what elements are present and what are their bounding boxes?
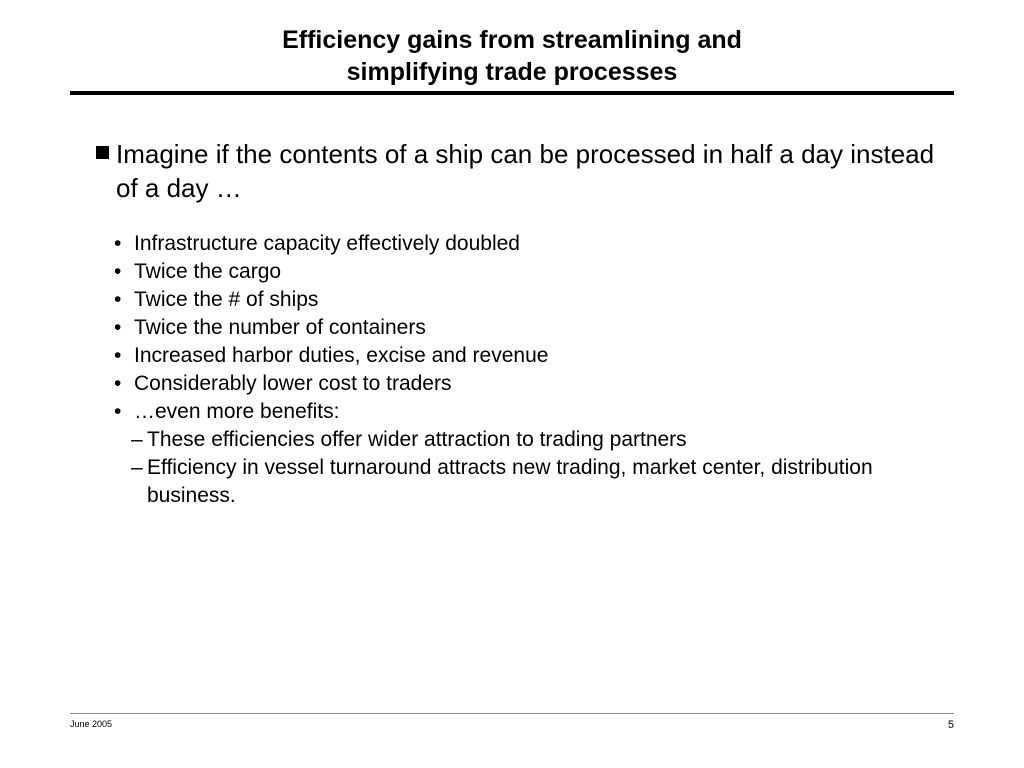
main-bullet-point xyxy=(96,137,936,205)
bullet-dot-icon: • xyxy=(114,288,122,311)
sub-bullet-text: Twice the cargo xyxy=(134,260,282,283)
bullet-dot-icon: • xyxy=(114,372,122,395)
sub-bullet-item xyxy=(114,342,934,370)
sub-bullet-text: Twice the number of containers xyxy=(134,316,426,339)
title-underline xyxy=(70,91,954,95)
slide-title xyxy=(70,24,954,88)
bullet-dot-icon: • xyxy=(114,260,122,283)
main-bullet-text: Imagine if the contents of a ship can be processed in half a day instead of a day … xyxy=(116,139,935,203)
sub-sub-bullet-text: Efficiency in vessel turnaround attracts new trading, market center, distribution business. xyxy=(147,456,873,507)
sub-bullet-item xyxy=(114,258,934,286)
slide-title-line-1: Efficiency gains from streamlining and xyxy=(282,26,742,54)
sub-bullet-item xyxy=(114,286,934,314)
footer-divider xyxy=(70,713,954,714)
footer-date: June 2005 xyxy=(70,719,113,729)
slide-title-line-2: simplifying trade processes xyxy=(346,58,678,86)
sub-bullet-list xyxy=(114,230,934,510)
bullet-dot-icon: • xyxy=(114,344,122,367)
sub-bullet-text: Twice the # of ships xyxy=(134,288,319,311)
sub-sub-bullet-text: These efficiencies offer wider attraction to trading partners xyxy=(147,428,687,451)
sub-bullet-item xyxy=(114,370,934,398)
sub-bullet-item xyxy=(114,230,934,258)
bullet-dot-icon: • xyxy=(114,232,122,255)
sub-bullet-text: Increased harbor duties, excise and revenue xyxy=(134,344,549,367)
sub-bullet-text: Considerably lower cost to traders xyxy=(134,372,452,395)
sub-sub-bullet-item xyxy=(131,454,934,510)
sub-bullet-text: …even more benefits: xyxy=(134,400,340,423)
sub-bullet-item xyxy=(114,398,934,510)
bullet-dot-icon: • xyxy=(114,316,122,339)
page-number: 5 xyxy=(947,719,954,731)
dash-bullet-icon: – xyxy=(131,456,143,479)
bullet-dot-icon: • xyxy=(114,400,122,423)
sub-sub-bullet-item xyxy=(131,426,934,454)
sub-bullet-item xyxy=(114,314,934,342)
sub-sub-bullet-list xyxy=(131,426,934,510)
sub-bullet-text: Infrastructure capacity effectively doubled xyxy=(134,232,520,255)
dash-bullet-icon: – xyxy=(131,428,143,451)
square-bullet-icon xyxy=(96,146,109,159)
